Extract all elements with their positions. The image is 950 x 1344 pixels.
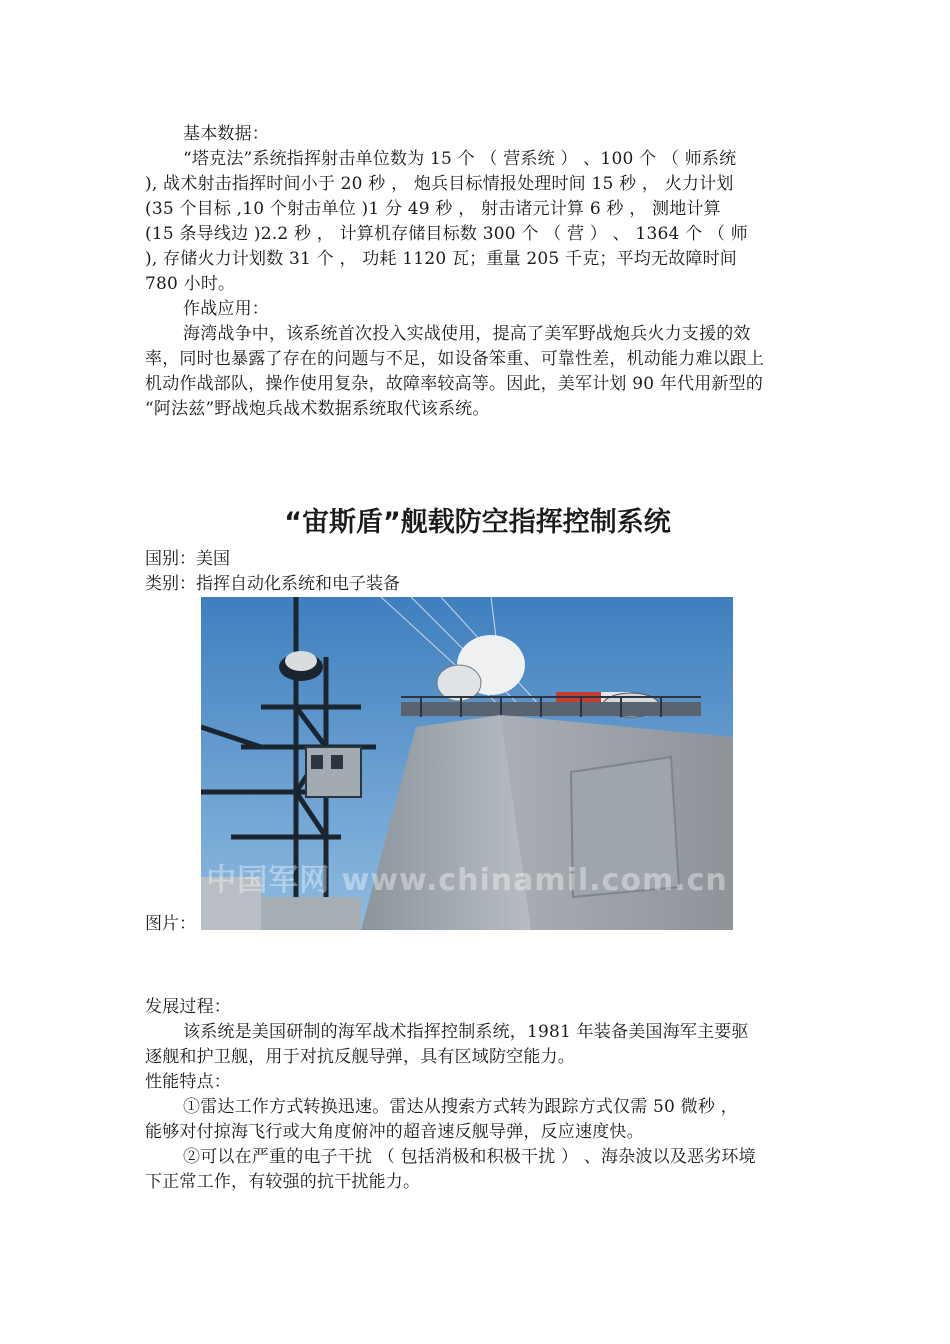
basic-data-line: (35 个目标 ,10 个射击单位 )1 分 49 秒 ， 射击诸元计算 6 秒 ， 测地计算 bbox=[145, 199, 721, 219]
country-line: 国别：美国 bbox=[145, 549, 230, 569]
category-line: 类别：指挥自动化系统和电子装备 bbox=[145, 574, 400, 594]
basic-data-line: ), 存储火力计划数 31 个 ， 功耗 1120 瓦；重量 205 千克；平均无故障时间 bbox=[145, 249, 738, 269]
photo-watermark: 中国军网 www.chinamil.com.cn bbox=[206, 863, 728, 898]
figure-label: 图片： bbox=[145, 914, 196, 934]
development-line: 该系统是美国研制的海军战术指挥控制系统，1981 年装备美国海军主要驱 bbox=[183, 1022, 749, 1042]
basic-data-label: 基本数据： bbox=[183, 124, 269, 144]
development-section bbox=[145, 995, 810, 1195]
combat-label: 作战应用： bbox=[183, 299, 269, 319]
combat-line: “阿法兹”野战炮兵战术数据系统取代该系统。 bbox=[145, 399, 490, 419]
combat-line: 率，同时也暴露了存在的问题与不足，如设备笨重、可靠性差，机动能力难以跟上 bbox=[145, 349, 765, 369]
ship-photo bbox=[201, 597, 733, 930]
article-title: “宙斯盾”舰载防空指挥控制系统 bbox=[284, 507, 671, 538]
performance-line: ②可以在严重的电子干扰 （ 包括消极和积极干扰 ） 、海杂波以及恶劣环境 bbox=[183, 1147, 756, 1167]
performance-line: ①雷达工作方式转换迅速。雷达从搜索方式转为跟踪方式仅需 50 微秒 ， bbox=[183, 1097, 738, 1117]
basic-data-line: “塔克法”系统指挥射击单位数为 15 个 （ 营系统 ） 、100 个 （ 师系统 bbox=[183, 149, 737, 169]
combat-line: 海湾战争中，该系统首次投入实战使用，提高了美军野战炮兵火力支援的效 bbox=[183, 324, 751, 344]
combat-line: 机动作战部队，操作使用复杂，故障率较高等。因此，美军计划 90 年代用新型的 bbox=[145, 374, 764, 394]
basic-data-line: 780 小时。 bbox=[145, 274, 236, 294]
basic-data-section bbox=[145, 122, 810, 422]
performance-line: 下正常工作，有较强的抗干扰能力。 bbox=[145, 1172, 421, 1192]
performance-label: 性能特点： bbox=[145, 1072, 231, 1092]
basic-data-line: ), 战术射击指挥时间小于 20 秒 ， 炮兵目标情报处理时间 15 秒 ， 火力计划 bbox=[145, 174, 734, 194]
performance-line: 能够对付掠海飞行或大角度俯冲的超音速反舰导弹，反应速度快。 bbox=[145, 1122, 644, 1142]
basic-data-line: (15 条导线边 )2.2 秒 ， 计算机存储目标数 300 个 （ 营 ） 、 1364 个 （ 师 bbox=[145, 224, 748, 244]
development-label: 发展过程： bbox=[145, 997, 231, 1017]
development-line: 逐舰和护卫舰，用于对抗反舰导弹，具有区域防空能力。 bbox=[145, 1047, 575, 1067]
